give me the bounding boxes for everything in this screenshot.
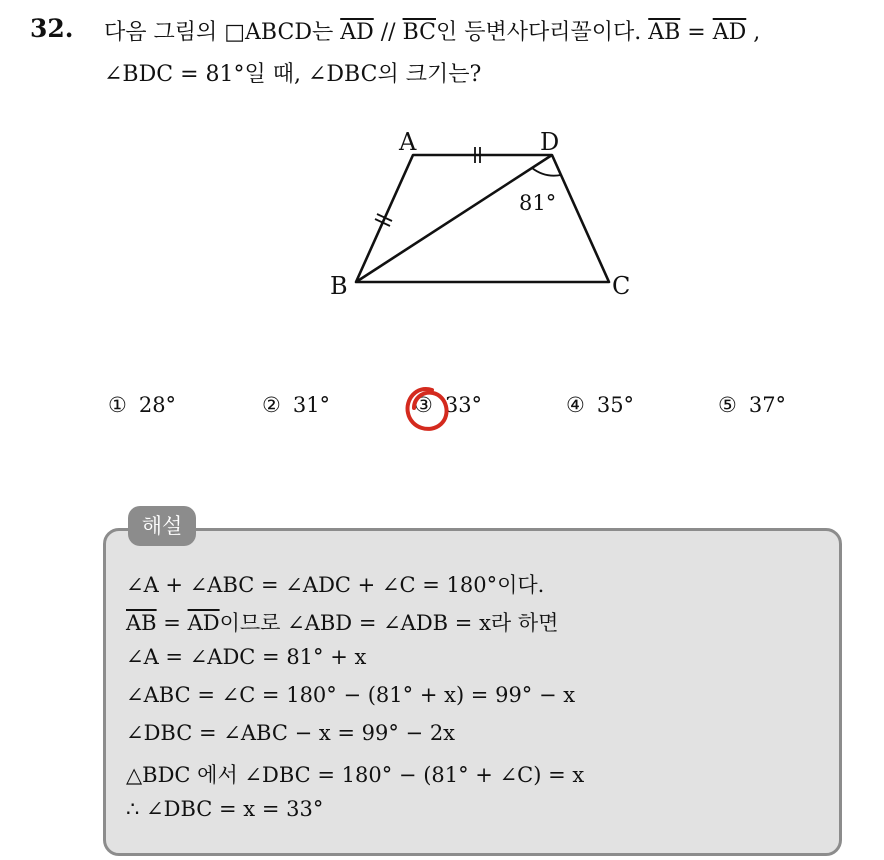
solution-line-4: ∠ABC = ∠C = 180° − (81° + x) = 99° − x: [126, 683, 576, 707]
choice-3-mark: ③: [414, 393, 433, 417]
choice-5-value: 37°: [748, 393, 787, 417]
angle-arc-bdc: [532, 168, 561, 176]
trapezoid-outline: [356, 155, 609, 282]
segment-ad-2: $\overline{AD}$: [712, 20, 747, 45]
choice-2-value: 31°: [292, 393, 331, 417]
segment-ad: $\overline{AD}$: [340, 20, 374, 45]
solution-line-1: ∠A + ∠ABC = ∠ADC + ∠C = 180°이다.: [126, 573, 545, 597]
choice-1-value: 28°: [138, 393, 177, 417]
vertex-label-b: B: [330, 272, 348, 300]
choice-5-mark: ⑤: [718, 393, 737, 417]
question-line-1: [104, 15, 760, 46]
choice-1[interactable]: [108, 393, 176, 417]
solution-tag: 해설: [128, 506, 196, 546]
solution-segment-ab: $\overline{AB}$: [126, 611, 157, 635]
solution-segment-ad: $\overline{AD}$: [187, 611, 220, 635]
choice-4[interactable]: [566, 393, 634, 417]
trapezoid-figure: [320, 120, 650, 310]
solution-line-7: ∴ ∠DBC = x = 33°: [126, 797, 324, 821]
question-text-pre: 다음 그림의 □ABCD는: [104, 20, 341, 45]
choice-5[interactable]: [718, 393, 786, 417]
answer-choices: [108, 393, 828, 427]
solution-equals: =: [156, 611, 188, 635]
question-line-2: ∠BDC = 81°일 때, ∠DBC의 크기는?: [104, 62, 482, 87]
vertex-label-d: D: [540, 128, 560, 156]
segment-ab: $\overline{AB}$: [648, 20, 681, 45]
choice-2[interactable]: [262, 393, 330, 417]
choice-4-mark: ④: [566, 393, 585, 417]
choice-2-mark: ②: [262, 393, 281, 417]
solution-line-6: △BDC 에서 ∠DBC = 180° − (81° + ∠C) = x: [126, 763, 585, 787]
equals-sign: =: [680, 20, 713, 45]
question-text-post: ,: [746, 20, 761, 45]
selected-answer-circle-icon: [402, 382, 452, 438]
question-number: 32.: [30, 14, 74, 43]
vertex-label-a: A: [399, 128, 417, 156]
solution-line-3: ∠A = ∠ADC = 81° + x: [126, 645, 367, 669]
solution-line-5: ∠DBC = ∠ABC − x = 99° − 2x: [126, 721, 456, 745]
segment-bc: $\overline{BC}$: [402, 20, 436, 45]
solution-line-2: [126, 607, 558, 637]
choice-4-value: 35°: [596, 393, 635, 417]
choice-3-value: 33°: [444, 393, 483, 417]
question-text-mid: 인 등변사다리꼴이다.: [435, 20, 649, 45]
vertex-label-c: C: [612, 272, 631, 300]
choice-1-mark: ①: [108, 393, 127, 417]
parallel-symbol: //: [373, 20, 403, 45]
solution-line-2-text: 이므로 ∠ABD = ∠ADB = x라 하면: [219, 611, 559, 635]
angle-label-81: 81°: [519, 191, 557, 215]
